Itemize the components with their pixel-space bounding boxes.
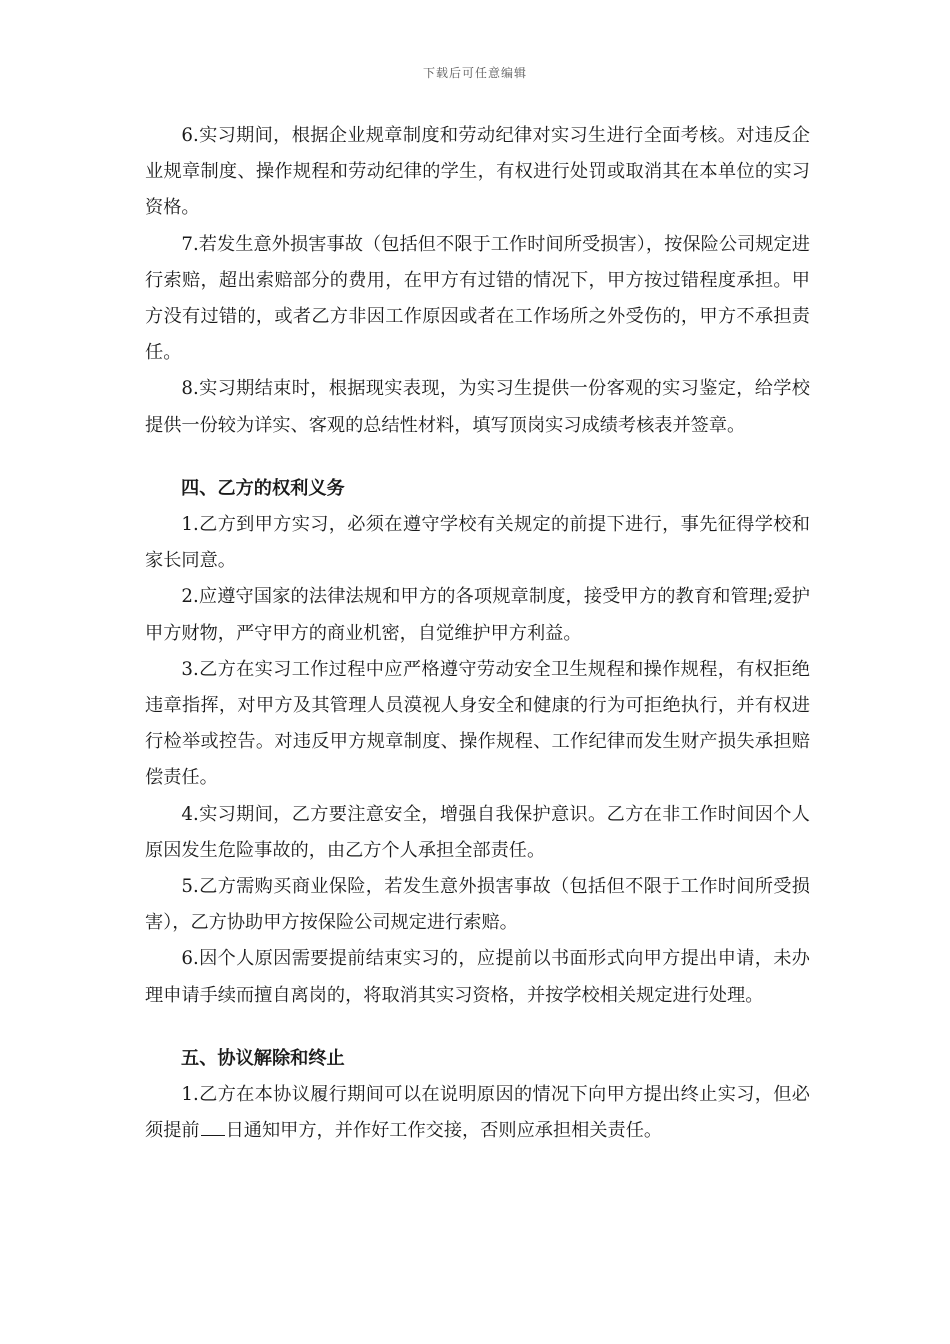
clause-3-7: 7.若发生意外损害事故（包括但不限于工作时间所受损害），按保险公司规定进行索赔，超出索赔部分的费用，在甲方有过错的情况下，甲方按过错程度承担。甲方没有过错的，或者乙方非因工作原因或者在工作场所之外受伤的，甲方不承担责任。 <box>145 233 810 364</box>
section-4-heading: 四、乙方的权利义务 <box>181 477 345 499</box>
clause-5-1-text-before: 1.乙方在本协议履行期间可以在说明原因的情况下向甲方提出终止实习，但必须提前 <box>145 1084 810 1142</box>
clause-3-6: 6.实习期间，根据企业规章制度和劳动纪律对实习生进行全面考核。对违反企业规章制度、操作规程和劳动纪律的学生，有权进行处罚或取消其在本单位的实习资格。 <box>145 125 810 219</box>
clause-4-3: 3.乙方在实习工作过程中应严格遵守劳动安全卫生规程和操作规程，有权拒绝违章指挥，对甲方及其管理人员漠视人身安全和健康的行为可拒绝执行，并有权进行检举或控告。对违反甲方规章制度、操作规程、工作纪律而发生财产损失承担赔偿责任。 <box>145 658 810 789</box>
clause-5-1-text-after: 日通知甲方，并作好工作交接，否则应承担相关责任。 <box>225 1120 663 1142</box>
clause-4-5: 5.乙方需购买商业保险，若发生意外损害事故（包括但不限于工作时间所受损害），乙方协助甲方按保险公司规定进行索赔。 <box>145 876 810 934</box>
clause-4-2: 2.应遵守国家的法律法规和甲方的各项规章制度，接受甲方的教育和管理;爱护甲方财物，严守甲方的商业机密，自觉维护甲方利益。 <box>145 586 810 644</box>
document-body <box>145 118 810 1149</box>
clause-3-8: 8.实习期结束时，根据现实表现，为实习生提供一份客观的实习鉴定，给学校提供一份较为详实、客观的总结性材料，填写顶岗实习成绩考核表并签章。 <box>145 378 810 436</box>
clause-5-1 <box>145 1077 810 1149</box>
clause-4-4: 4.实习期间，乙方要注意安全，增强自我保护意识。乙方在非工作时间因个人原因发生危险事故的，由乙方个人承担全部责任。 <box>145 803 810 861</box>
section-5-heading: 五、协议解除和终止 <box>181 1047 345 1069</box>
days-blank-line <box>201 1119 225 1136</box>
clause-4-6: 6.因个人原因需要提前结束实习的，应提前以书面形式向甲方提出申请，未办理申请手续而擅自离岗的，将取消其实习资格，并按学校相关规定进行处理。 <box>145 948 810 1006</box>
page-header: 下载后可任意编辑 <box>422 66 527 80</box>
clause-4-1: 1.乙方到甲方实习，必须在遵守学校有关规定的前提下进行，事先征得学校和家长同意。 <box>145 514 810 572</box>
